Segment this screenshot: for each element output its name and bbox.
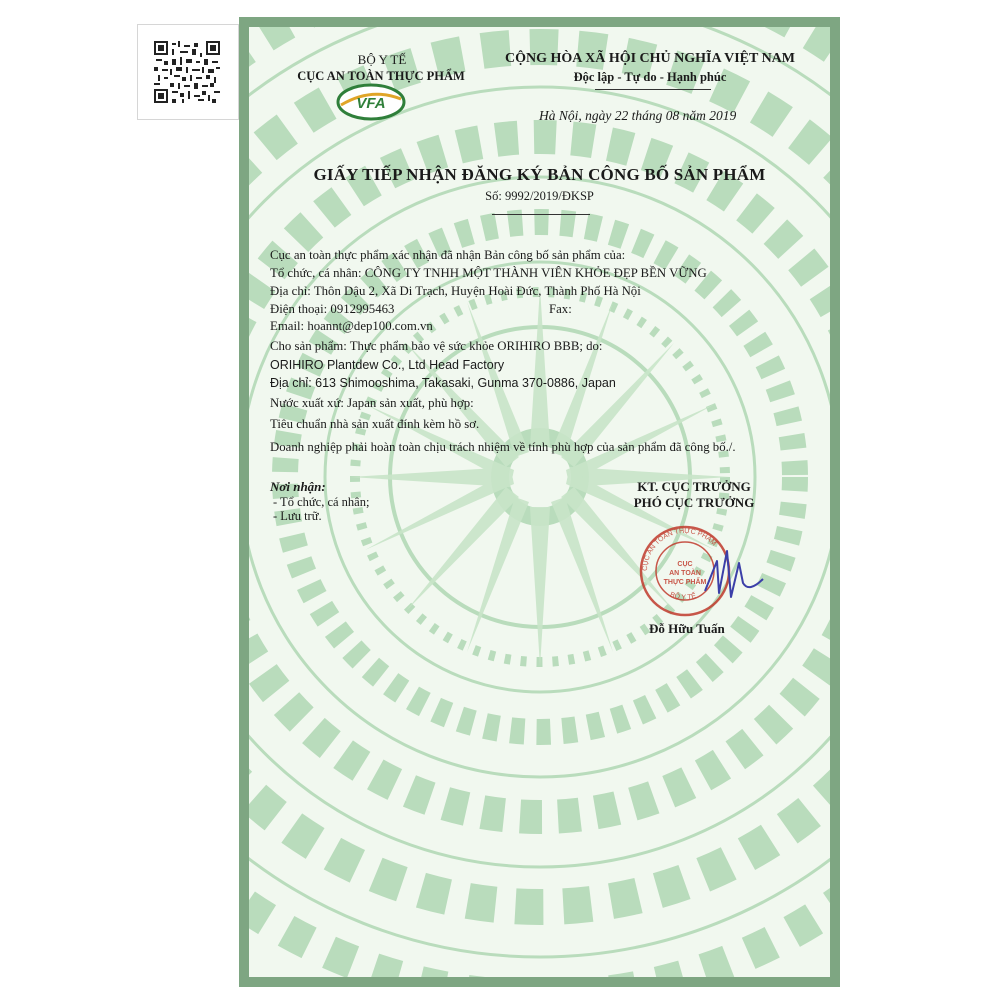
agency-name: CỤC AN TOÀN THỰC PHẨM xyxy=(297,69,465,83)
document-title: GIẤY TIẾP NHẬN ĐĂNG KÝ BẢN CÔNG BỐ SẢN PHẨM xyxy=(313,165,766,184)
ministry-name: BỘ Y TẾ xyxy=(357,52,407,67)
issue-date: Hà Nội, ngày 22 tháng 08 năm 2019 xyxy=(539,108,737,123)
fax-line: Fax: xyxy=(549,302,572,316)
stamp-ring-top-text: CỤC AN TOÀN THỰC PHẨM xyxy=(641,527,718,572)
email-line: Email: hoannt@dep100.com.vn xyxy=(270,319,433,333)
manufacturer-line: ORIHIRO Plantdew Co., Ltd Head Factory xyxy=(270,358,505,372)
document-number: Số: 9992/2019/ĐKSP xyxy=(485,189,594,203)
svg-text:AN TOÀN: AN TOÀN xyxy=(669,570,701,577)
stamp-ring-bottom-text: BỘ Y TẾ xyxy=(668,591,697,602)
qr-code-icon xyxy=(154,41,220,103)
product-line: Cho sản phẩm: Thực phẩm bảo vệ sức khỏe ORIHIRO BBB; do: xyxy=(270,339,603,353)
standard-line: Tiêu chuẩn nhà sản xuất đính kèm hồ sơ. xyxy=(270,417,480,431)
vfa-logo xyxy=(335,81,407,123)
svg-text:THỰC PHẨM: THỰC PHẨM xyxy=(663,579,707,586)
recipients-heading: Nơi nhận: xyxy=(270,479,326,494)
svg-text:BỘ Y TẾ xyxy=(669,590,697,602)
intro-text: Cục an toàn thực phẩm xác nhận đã nhận Bản công bố sản phẩm của: xyxy=(270,248,626,262)
recipient-item: - Tổ chức, cá nhân; xyxy=(273,495,370,509)
signature-title-1: KT. CỤC TRƯỞNG xyxy=(637,479,751,494)
official-seal-stamp xyxy=(635,521,785,621)
recipient-item: - Lưu trữ. xyxy=(273,509,322,523)
motto-underline xyxy=(595,89,711,90)
responsibility-line: Doanh nghiệp phải hoàn toàn chịu trách nhiệm về tính phù hợp của sản phẩm đã công bố./. xyxy=(270,440,736,454)
address-line: Địa chỉ: Thôn Dậu 2, Xã Di Trạch, Huyện Hoài Đức, Thành Phố Hà Nội xyxy=(270,284,641,298)
certificate-paper xyxy=(249,27,830,977)
certificate-frame xyxy=(239,17,840,987)
phone-line: Điện thoại: 0912995463 xyxy=(270,302,395,316)
svg-text:CỤC: CỤC xyxy=(677,561,693,568)
organization-line: Tổ chức, cá nhân: CÔNG TY TNHH MỘT THÀNH VIÊN KHỎE ĐẸP BỀN VỮNG xyxy=(270,266,707,280)
manufacturer-address-line: Địa chỉ: 613 Shimooshima, Takasaki, Gunma 370-0886, Japan xyxy=(270,376,616,390)
vfa-logo-text: VFA xyxy=(356,95,386,112)
country-name: CỘNG HÒA XÃ HỘI CHỦ NGHĨA VIỆT NAM xyxy=(504,51,795,66)
title-underline xyxy=(492,214,590,215)
signer-name: Đỗ Hữu Tuấn xyxy=(649,621,725,636)
national-motto: Độc lập - Tự do - Hạnh phúc xyxy=(573,70,727,84)
origin-line: Nước xuất xứ: Japan sản xuất, phù hợp: xyxy=(270,396,474,410)
qr-code-box xyxy=(137,24,239,120)
signature-title-2: PHÓ CỤC TRƯỞNG xyxy=(633,495,755,510)
